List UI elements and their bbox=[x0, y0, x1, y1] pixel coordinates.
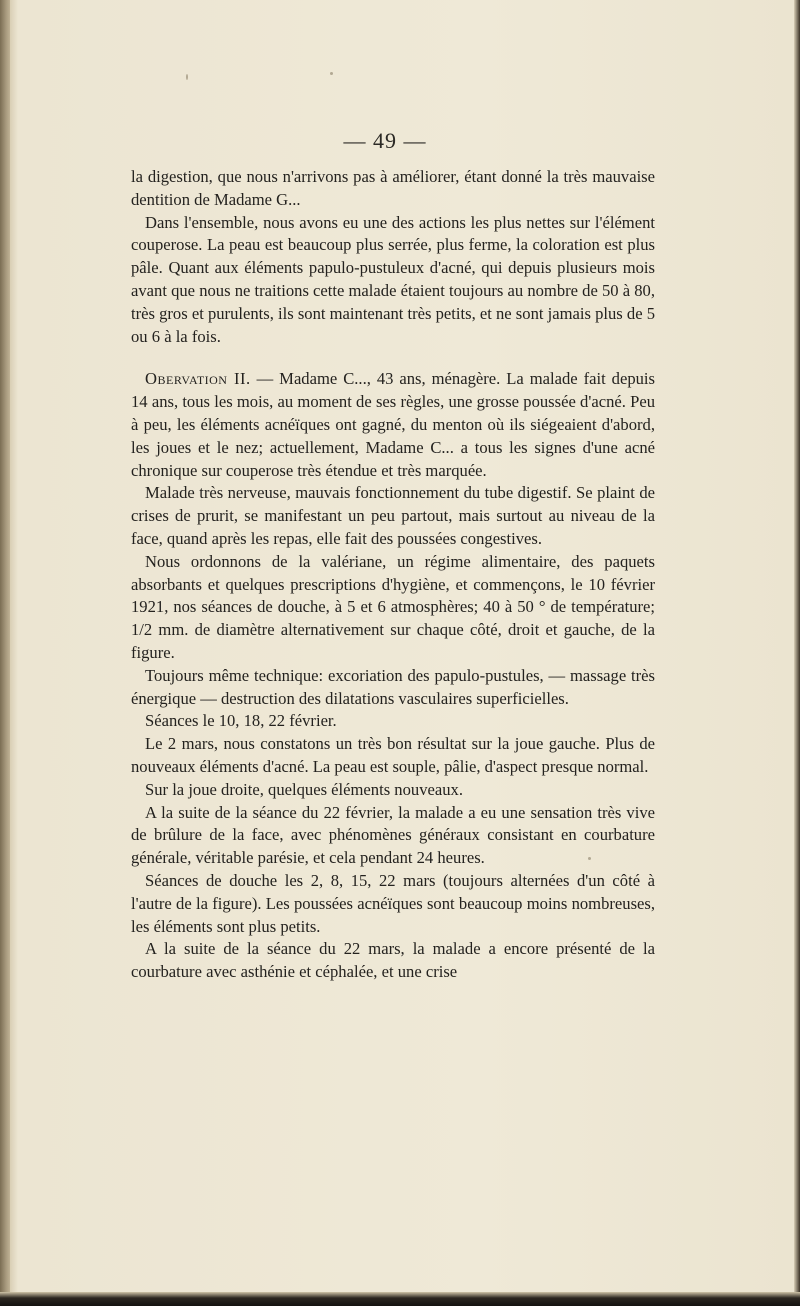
paragraph: la digestion, que nous n'arrivons pas à améliorer, étant donné la très mauvaise dentition de Madame G... bbox=[131, 167, 655, 209]
observation-text: — Madame C..., 43 ans, ménagère. La malade fait depuis 14 ans, tous les mois, au moment de ses règles, une grosse poussée d'acné. Peu à peu, les éléments acnéïques ont gagné, du menton où ils siégeaient d'abord, les joues et le nez; actuellement, Madame C... a tous les signes d'une acné chronique sur couperose très étendue et très marquée. bbox=[131, 369, 655, 480]
paper-speck bbox=[330, 72, 333, 75]
paragraph: Séances le 10, 18, 22 février. bbox=[145, 711, 337, 731]
paper-speck bbox=[186, 74, 188, 80]
paragraph: Toujours même technique: excoriation des papulo-pustules, — massage très énergique — destruction des dilatations vasculaires superficielles. bbox=[131, 665, 655, 708]
page-number: — 49 — bbox=[343, 128, 427, 153]
page-bottom-edge bbox=[0, 1292, 800, 1306]
paragraph: Dans l'ensemble, nous avons eu une des actions les plus nettes sur l'élément couperose. La peau est beaucoup plus serrée, plus ferme, la coloration est plus pâle. Quant aux éléments papulo-pustuleux d'acné, qui depuis plusieurs mois avant que nous ne traitions cette malade étaient toujours au nombre de 50 à 80, très gros et purulents, ils sont maintenant très petits, et ne sont jamais plus de 5 ou 6 à la fois. bbox=[131, 212, 655, 346]
paragraph: Le 2 mars, nous constatons un très bon résultat sur la joue gauche. Plus de nouveaux éléments d'acné. La peau est souple, pâlie, d'aspect presque normal. bbox=[131, 734, 655, 776]
paragraph: Malade très nerveuse, mauvais fonctionnement du tube digestif. Se plaint de crises de prurit, se manifestant un peu partout, mais surtout au niveau de la face, quand après les repas, elle fait des poussées congestives. bbox=[131, 483, 655, 548]
page-right-edge bbox=[794, 0, 800, 1306]
paragraph: A la suite de la séance du 22 mars, la malade a encore présenté de la courbature avec asthénie et céphalée, et une crise bbox=[131, 939, 655, 982]
paragraph: A la suite de la séance du 22 février, la malade a eu une sensation très vive de brûlure de la face, avec phénomènes généraux consistant en courbature générale, véritable parésie, et cela pendant 24 heures. bbox=[131, 802, 655, 868]
paragraph: Sur la joue droite, quelques éléments nouveaux. bbox=[145, 779, 463, 799]
paragraph: Nous ordonnons de la valériane, un régime alimentaire, des paquets absorbants et quelques prescriptions d'hygiène, et commençons, le 10 février 1921, nos séances de douche, à 5 et 6 atmosphères; 40 à 50 ° de température; 1/2 mm. de diamètre alternativement sur chaque côté, droit et gauche, de la figure. bbox=[131, 551, 655, 662]
page-binding-edge bbox=[0, 0, 10, 1306]
observation-heading: Obervation II. bbox=[145, 369, 251, 389]
body-text bbox=[131, 166, 655, 984]
paragraph: Séances de douche les 2, 8, 15, 22 mars (toujours alternées d'un côté à l'autre de la figure). Les poussées acnéïques sont beaucoup moins nombreuses, les éléments sont plus petits. bbox=[131, 870, 655, 936]
observation-paragraph bbox=[131, 368, 655, 482]
